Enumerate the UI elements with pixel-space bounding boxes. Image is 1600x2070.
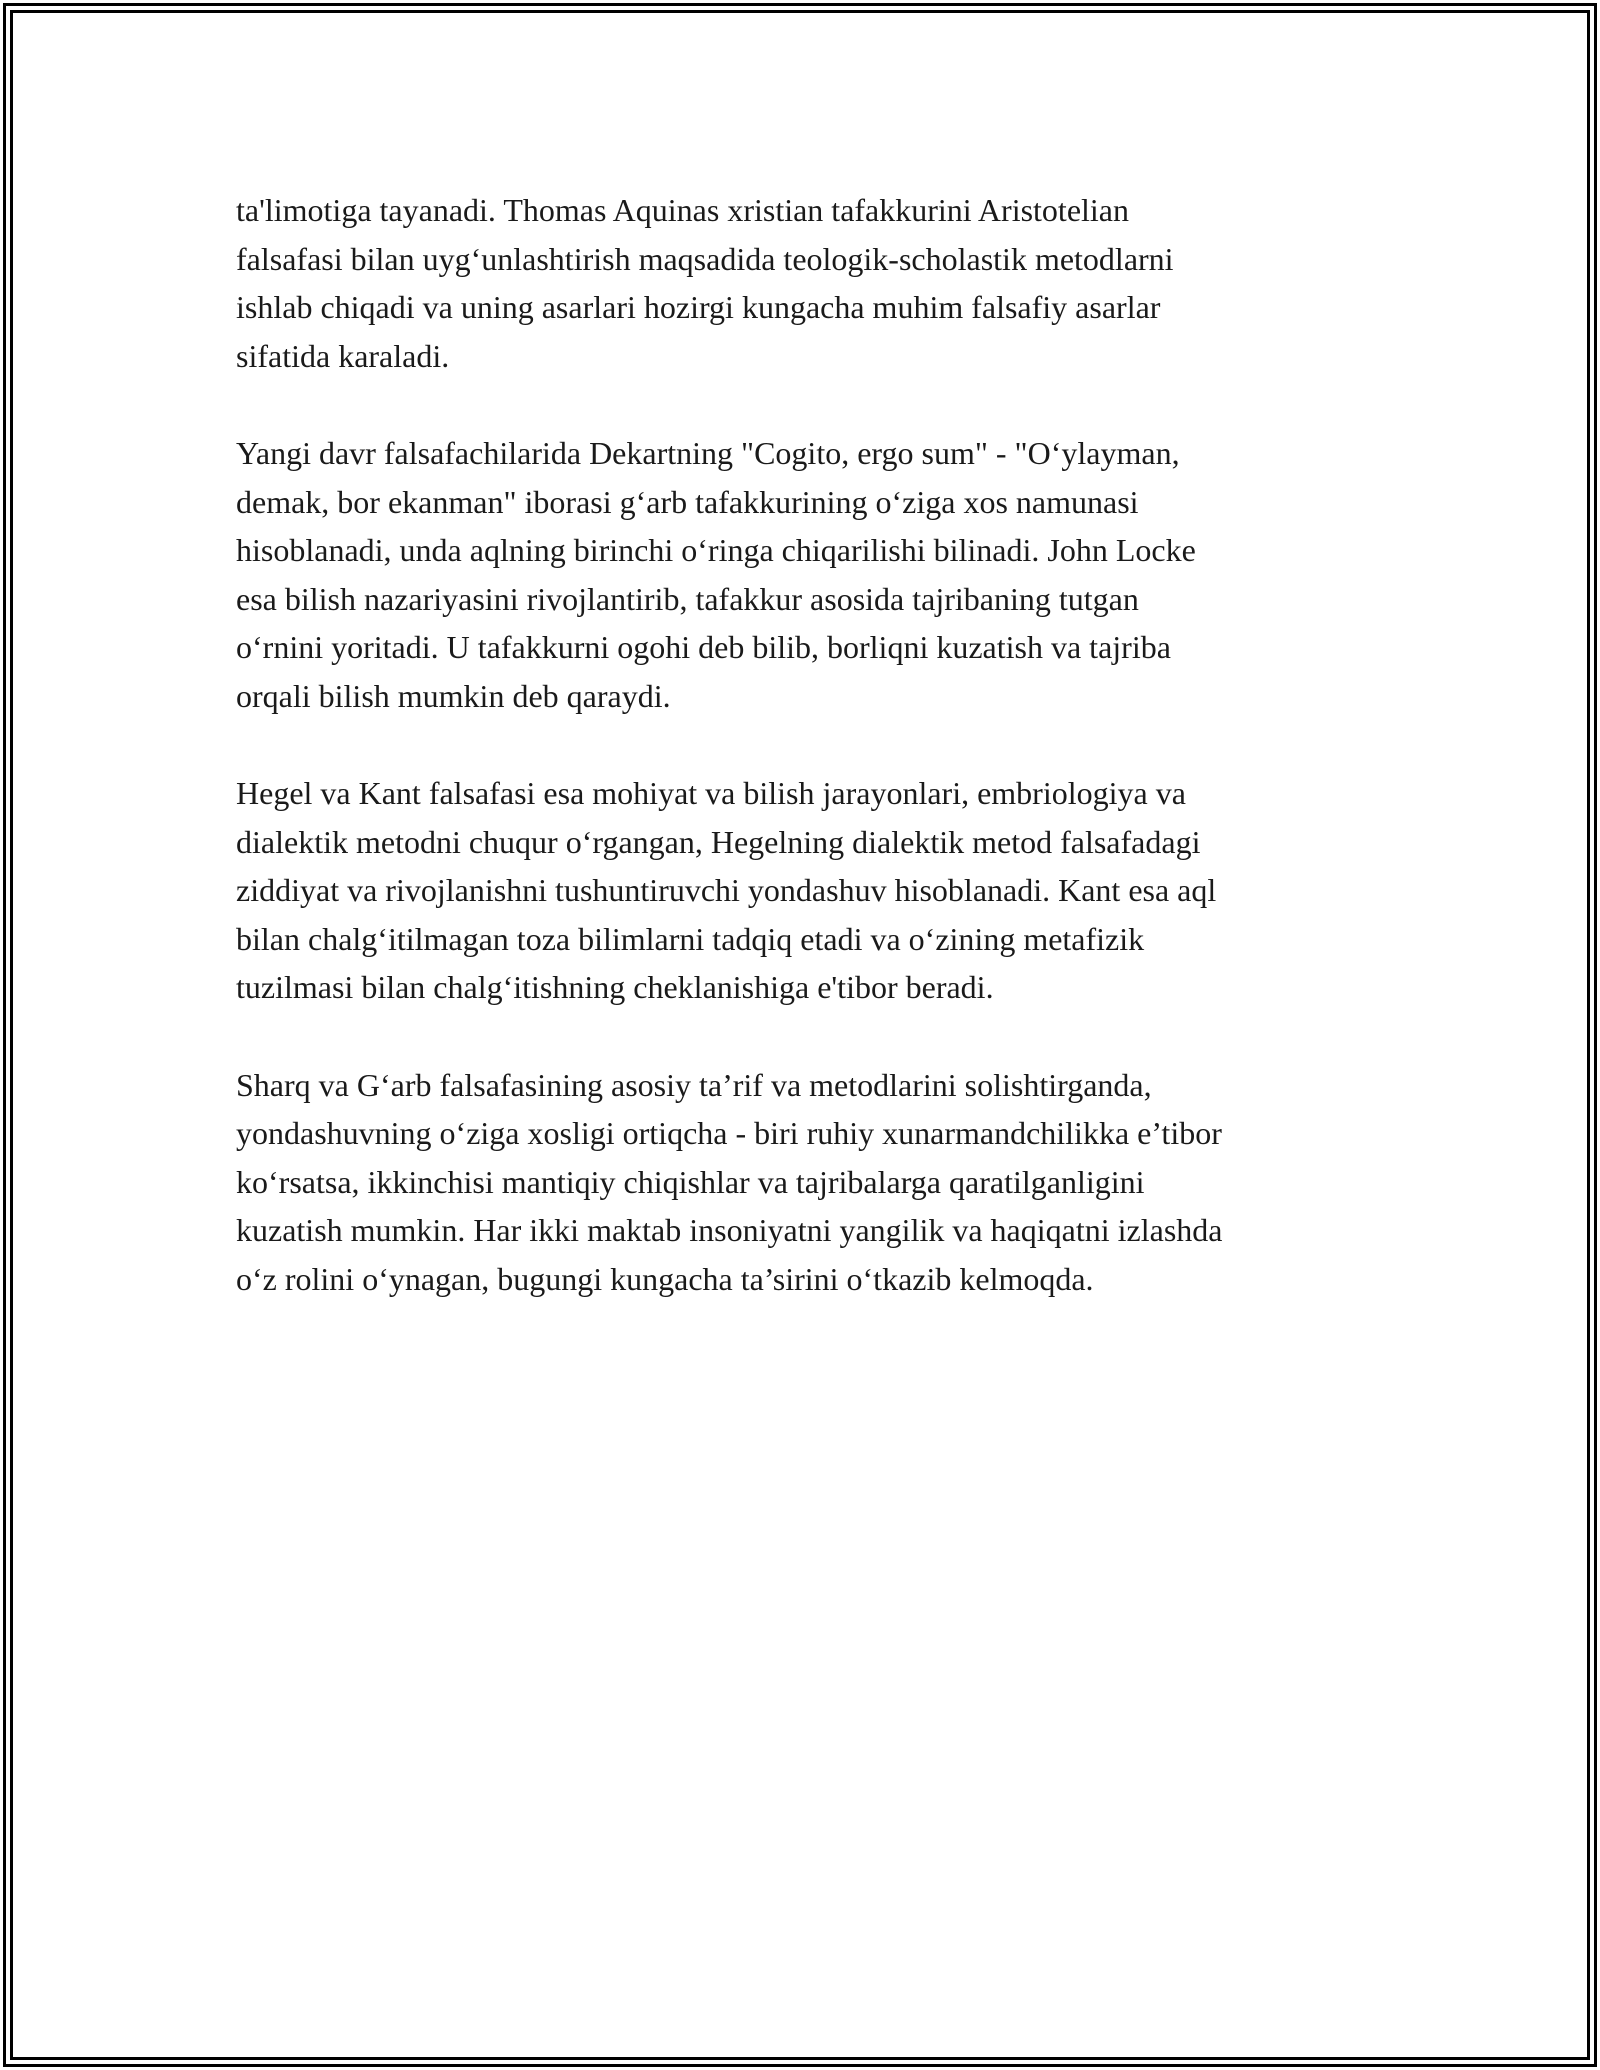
paragraph-hegel-kant: Hegel va Kant falsafasi esa mohiyat va bilish jarayonlari, embriologiya va dialektik metodni chuqur o‘rgangan, Hegelning dialektik metod falsafadagi ziddiyat va rivojlanishni tushuntiruvchi yondashuv hisoblanadi. Kant esa aql bilan chalg‘itilmagan toza bilimlarni tadqiq etadi va o‘zining metafizik tuzilmasi bilan chalg‘itishning cheklanishiga e'tibor beradi.	[236, 775, 1217, 1005]
document-body	[236, 186, 1376, 1352]
paragraph-sharq-garb: Sharq va G‘arb falsafasining asosiy ta’rif va metodlarini solishtirganda, yondashuvning o‘ziga xosligi ortiqcha - biri ruhiy xunarmandchilikka e’tibor ko‘rsatsa, ikkinchisi mantiqiy chiqishlar va tajribalarga qaratilganligini kuzatish mumkin. Har ikki maktab insoniyatni yangilik va haqiqatni izlashda o‘z rolini o‘ynagan, bugungi kungacha ta’sirini o‘tkazib kelmoqda.	[236, 1066, 1223, 1297]
paragraph-dekart-locke: Yangi davr falsafachilarida Dekartning "Cogito, ergo sum" - "O‘ylayman, demak, bor ekanman" iborasi g‘arb tafakkurining o‘ziga xos namunasi hisoblanadi, unda aqlning birinchi o‘ringa chiqarilishi bilinadi. John Locke esa bilish nazariyasini rivojlantirib, tafakkur asosida tajribaning tutgan o‘rnini yoritadi. U tafakkurni ogohi deb bilib, borliqni kuzatish va tajriba orqali bilish mumkin deb qaraydi.	[236, 435, 1196, 714]
paragraph-thomas-aquinas: ta'limotiga tayanadi. Thomas Aquinas xristian tafakkurini Aristotelian falsafasi bilan uyg‘unlashtirish maqsadida teologik-scholastik metodlarni ishlab chiqadi va uning asarlari hozirgi kungacha muhim falsafiy asarlar sifatida karaladi.	[236, 192, 1174, 374]
